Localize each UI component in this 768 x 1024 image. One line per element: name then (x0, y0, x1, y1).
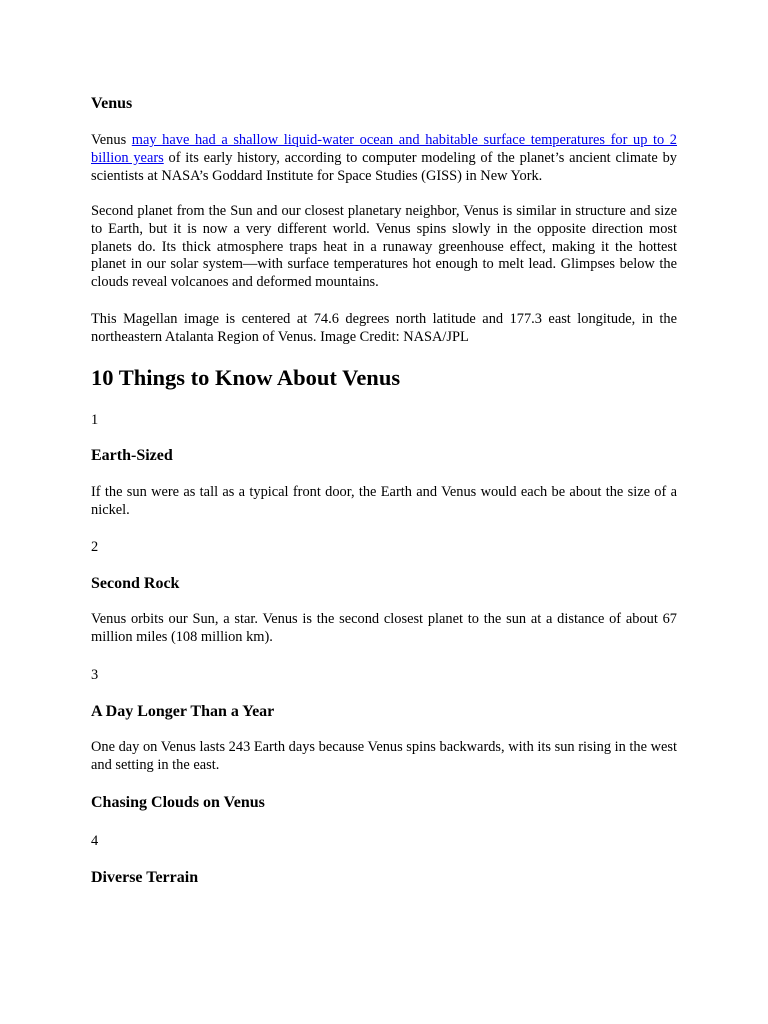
item-number: 2 (91, 539, 99, 555)
item-title-earth-sized: Earth-Sized (91, 447, 173, 464)
heading-chasing-clouds: Chasing Clouds on Venus (91, 794, 265, 811)
section-heading-venus: Venus (91, 95, 133, 112)
intro-lead-text: Venus (91, 132, 132, 148)
item-title-second-rock: Second Rock (91, 575, 180, 592)
item-title-diverse-terrain: Diverse Terrain (91, 869, 199, 886)
intro-paragraph-1 (91, 132, 677, 185)
item-title-day-longer: A Day Longer Than a Year (91, 703, 275, 720)
intro-paragraph-3: This Magellan image is centered at 74.6 degrees north latitude and 177.3 east longitude, in the northeastern Atalanta Region of Venus. Image Credit: NASA/JPL (91, 311, 677, 345)
item-text-second-rock: Venus orbits our Sun, a star. Venus is the second closest planet to the sun at a distance of about 67 million miles (108 million km). (91, 611, 677, 645)
things-heading: 10 Things to Know About Venus (91, 365, 401, 390)
item-text-day-longer: One day on Venus lasts 243 Earth days because Venus spins backwards, with its sun rising in the west and setting in the east. (91, 739, 677, 773)
item-number: 4 (91, 833, 99, 849)
item-number: 1 (91, 412, 99, 428)
item-text-earth-sized: If the sun were as tall as a typical front door, the Earth and Venus would each be about the size of a nickel. (91, 484, 677, 518)
ocean-study-link[interactable]: may have had a shallow liquid-water ocean and habitable surface temperatures for up to 2 billion years (91, 132, 678, 166)
item-number: 3 (91, 667, 99, 683)
intro-paragraph-2: Second planet from the Sun and our closest planetary neighbor, Venus is similar in structure and size to Earth, but it is now a very different world. Venus spins slowly in the opposite direction most planets do. Its thick atmosphere traps heat in a runaway greenhouse effect, making it the hottest planet in our solar system—with surface temperatures hot enough to melt lead. Glimpses below the clouds reveal volcanoes and deformed mountains. (91, 203, 677, 291)
intro-tail-text: of its early history, according to computer modeling of the planet’s ancient climate by scientists at NASA’s Goddard Institute for Space Studies (GISS) in New York. (91, 149, 677, 184)
